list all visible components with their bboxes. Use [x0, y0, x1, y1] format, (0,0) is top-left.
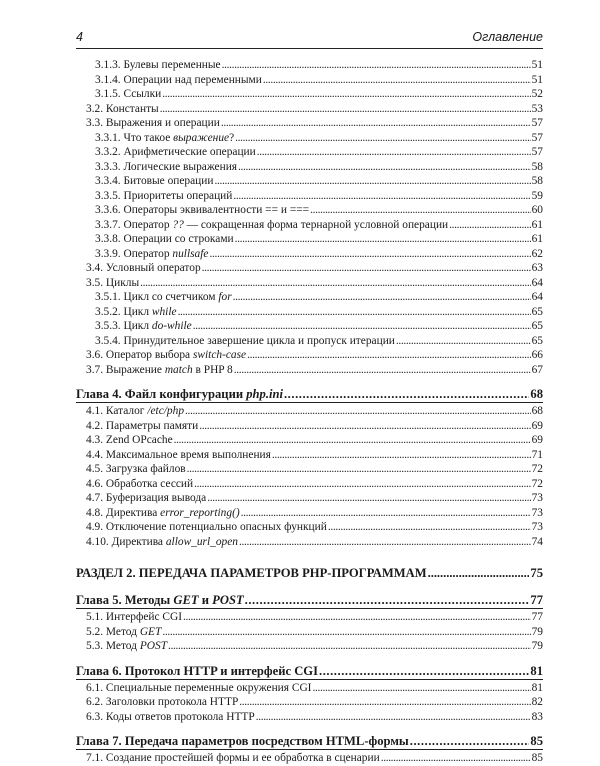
toc-entry-title: 6.2. Заголовки протокола HTTP	[86, 696, 239, 708]
toc-page-number: 57	[531, 117, 543, 129]
toc-page-number: 58	[531, 175, 543, 187]
toc-entry[interactable]	[76, 334, 543, 349]
dot-leader	[183, 610, 531, 625]
toc-entry-title: 4.8. Директива error_reporting()	[86, 506, 240, 519]
toc-entry-title: 3.3.1. Что такое выражение?	[95, 131, 235, 144]
toc-entry[interactable]	[76, 695, 543, 710]
dot-leader	[199, 419, 530, 434]
toc-entry-title: 4.7. Буферизация вывода	[86, 492, 207, 504]
running-title: Оглавление	[472, 30, 543, 44]
dot-leader	[160, 102, 531, 117]
toc-page-number: 65	[531, 334, 543, 347]
toc-entry-title: 3.6. Оператор выбора switch-case	[86, 349, 247, 361]
dot-leader	[396, 334, 531, 349]
dot-leader	[174, 433, 531, 448]
toc-entry[interactable]	[76, 363, 543, 378]
toc-chapter-5[interactable]: Глава 5. Методы GET и POST . . . 77	[76, 593, 543, 609]
dot-leader	[312, 681, 530, 696]
toc-page-number: 66	[531, 349, 543, 361]
toc-page-number: 62	[531, 247, 543, 260]
toc-entry-title: 3.3.5. Приоритеты операций	[95, 189, 233, 202]
toc-page-number: 60	[531, 204, 543, 216]
toc-entry-title: 3.3.6. Операторы эквивалентности == и ===	[95, 204, 310, 216]
toc-entry[interactable]	[76, 102, 543, 117]
toc-entry-title: 3.5.1. Цикл со счетчиком for	[95, 291, 232, 303]
toc-page-number: 57	[531, 146, 543, 158]
toc-entry-title: 3.5.2. Цикл while	[95, 305, 177, 318]
toc-page-number: 75	[530, 566, 543, 580]
toc-entry[interactable]	[76, 189, 543, 204]
toc-chapter-4-items	[76, 404, 543, 549]
toc-entry-title: 4.4. Максимальное время выполнения	[86, 448, 271, 461]
toc-page-number: 69	[531, 419, 543, 432]
dot-leader	[256, 710, 531, 725]
toc-entry-title: 4.6. Обработка сессий	[86, 477, 194, 490]
toc-entry[interactable]	[76, 448, 543, 463]
dot-leader	[241, 506, 531, 521]
toc-entry[interactable]	[76, 433, 543, 448]
dot-leader	[214, 174, 530, 189]
dot-leader	[263, 73, 531, 88]
toc-entry[interactable]	[76, 203, 543, 218]
dot-leader	[239, 535, 531, 550]
toc-page-number: 67	[531, 363, 543, 376]
toc-page-number: 61	[531, 233, 543, 245]
toc-entry[interactable]	[76, 319, 543, 334]
toc-page-number: 65	[531, 320, 543, 332]
dot-leader	[221, 116, 531, 131]
dot-leader	[168, 639, 531, 654]
toc-entry[interactable]	[76, 610, 543, 625]
toc-chapter-6[interactable]: Глава 6. Протокол HTTP и интерфейс CGI . . . 81	[76, 664, 543, 680]
toc-entry-title: 3.5. Циклы	[86, 276, 140, 289]
toc-page-number: 79	[531, 625, 543, 638]
dot-leader	[235, 131, 530, 146]
dot-leader	[140, 276, 530, 291]
toc-entry[interactable]	[76, 247, 543, 262]
dot-leader	[247, 348, 530, 363]
toc-entry[interactable]	[76, 87, 543, 102]
toc-entry[interactable]	[76, 404, 543, 419]
dot-leader	[185, 404, 531, 419]
toc-page-number: 58	[531, 160, 543, 173]
toc-page-number: 71	[531, 448, 543, 461]
toc-page-number: 65	[531, 305, 543, 318]
toc-entry[interactable]	[76, 681, 543, 696]
dot-leader	[235, 232, 531, 247]
toc-entry-title: 3.1.5. Ссылки	[95, 88, 162, 100]
toc-page-number: 73	[531, 492, 543, 504]
toc-entry[interactable]	[76, 58, 543, 73]
dot-leader	[202, 261, 531, 276]
toc-entry[interactable]	[76, 419, 543, 434]
dot-leader	[194, 477, 530, 492]
toc-page-number: 51	[531, 73, 543, 86]
toc-entry-title: 3.3.3. Логические выражения	[95, 160, 238, 173]
dot-leader	[209, 247, 530, 262]
toc-entry-title: 5.3. Метод POST	[86, 640, 168, 652]
toc-chapter-7-items	[76, 751, 543, 766]
toc-chapter-5-items	[76, 610, 543, 654]
toc-page-number: 64	[531, 276, 543, 289]
page-number: 4	[76, 30, 83, 44]
toc-page-number: 69	[531, 434, 543, 446]
dot-leader	[233, 290, 531, 305]
toc-entry-title: 3.7. Выражение match в PHP 8	[86, 363, 233, 376]
toc-entry-title: 5.2. Метод GET	[86, 625, 162, 638]
toc-entry-title: 6.1. Специальные переменные окружения CGI	[86, 681, 312, 694]
toc-entry[interactable]	[76, 290, 543, 305]
dot-leader	[162, 87, 530, 102]
toc-page-number: 81	[530, 663, 543, 678]
dot-leader	[162, 625, 530, 640]
toc-entry-title: 3.5.4. Принудительное завершение цикла и пропуск итерации	[95, 334, 395, 347]
toc-entry[interactable]	[76, 348, 543, 363]
toc-entry-title: 3.3.8. Операции со строками	[95, 233, 234, 245]
toc-page-number: 73	[531, 506, 543, 519]
toc-chapter-6-items	[76, 681, 543, 725]
toc-entry-title: 3.2. Константы	[86, 102, 159, 115]
dot-leader	[207, 491, 530, 506]
toc-page-number: 83	[531, 710, 543, 723]
toc-entry-title: 7.1. Создание простейшей формы и ее обработка в сценарии	[86, 752, 380, 764]
toc-entry-title: 3.1.3. Булевы переменные	[95, 59, 221, 71]
dot-leader	[233, 189, 530, 204]
dot-leader	[449, 218, 530, 233]
toc-entry[interactable]	[76, 174, 543, 189]
toc-entry-title: 4.10. Директива allow_url_open	[86, 535, 238, 548]
dot-leader	[310, 203, 531, 218]
toc-entry-title: 3.3.4. Битовые операции	[95, 175, 214, 187]
toc-entry-title: 5.1. Интерфейс CGI	[86, 611, 183, 623]
toc-entry-title: 4.9. Отключение потенциально опасных функций	[86, 521, 327, 533]
toc-entry-title: 3.3.7. Оператор ?? — сокращенная форма тернарной условной операции	[95, 218, 449, 231]
dot-leader	[234, 363, 531, 378]
toc-entry[interactable]	[76, 116, 543, 131]
toc-entry[interactable]	[76, 639, 543, 654]
toc-page-number: 63	[531, 262, 543, 274]
dot-leader	[257, 145, 531, 160]
dot-leader	[381, 751, 531, 766]
toc-page-number: 74	[531, 535, 543, 548]
toc-page-number: 85	[531, 752, 543, 764]
dot-leader	[187, 462, 531, 477]
toc-section-ch3-items	[76, 58, 543, 377]
toc-page-number: 77	[531, 611, 543, 623]
toc-page-number: 64	[531, 291, 543, 303]
toc-entry[interactable]	[76, 491, 543, 506]
toc-entry-title: 4.5. Загрузка файлов	[86, 463, 186, 475]
toc-page-number: 77	[530, 593, 543, 607]
toc-page-number: 72	[531, 477, 543, 490]
toc-entry-title: 3.1.4. Операции над переменными	[95, 73, 262, 86]
toc-page-number: 81	[531, 681, 543, 694]
dot-leader	[193, 319, 531, 334]
toc-entry[interactable]	[76, 305, 543, 320]
toc-section-2[interactable]: РАЗДЕЛ 2. ПЕРЕДАЧА ПАРАМЕТРОВ PHP-ПРОГРАММАМ . . . 75	[76, 566, 543, 581]
toc-entry[interactable]	[76, 218, 543, 233]
toc-page-number: 68	[530, 387, 543, 401]
toc-entry-title: 3.3.9. Оператор nullsafe	[95, 247, 209, 260]
table-of-contents	[76, 58, 543, 766]
toc-page-number: 51	[531, 59, 543, 71]
toc-entry[interactable]	[76, 477, 543, 492]
toc-page-number: 79	[531, 640, 543, 652]
toc-entry[interactable]	[76, 73, 543, 88]
toc-entry-title: 4.3. Zend OPcache	[86, 434, 173, 446]
dot-leader	[178, 305, 531, 320]
toc-entry[interactable]	[76, 232, 543, 247]
toc-entry[interactable]	[76, 535, 543, 550]
toc-page-number: 73	[531, 521, 543, 533]
toc-entry-title: 3.4. Условный оператор	[86, 262, 201, 274]
toc-page-number: 59	[531, 189, 543, 202]
toc-entry[interactable]	[76, 710, 543, 725]
toc-entry-title: 4.1. Каталог /etc/php	[86, 405, 185, 417]
toc-entry[interactable]	[76, 462, 543, 477]
toc-page-number: 52	[531, 88, 543, 100]
toc-entry-title: 6.3. Коды ответов протокола HTTP	[86, 710, 255, 723]
toc-entry[interactable]	[76, 625, 543, 640]
toc-page-number: 57	[531, 131, 543, 144]
toc-entry-title: 3.3.2. Арифметические операции	[95, 146, 256, 158]
toc-entry[interactable]	[76, 145, 543, 160]
toc-page-number: 72	[531, 463, 543, 475]
dot-leader	[328, 520, 531, 535]
toc-entry[interactable]	[76, 520, 543, 535]
toc-entry-title: 4.2. Параметры памяти	[86, 419, 199, 432]
toc-entry[interactable]	[76, 506, 543, 521]
dot-leader	[272, 448, 531, 463]
toc-chapter-7[interactable]: Глава 7. Передача параметров посредством HTML-формы . . . 85	[76, 734, 543, 750]
page-header	[76, 30, 543, 49]
toc-entry[interactable]	[76, 261, 543, 276]
toc-page-number: 82	[531, 696, 543, 708]
dot-leader	[239, 695, 530, 710]
toc-page-number: 85	[530, 734, 543, 748]
toc-chapter-4[interactable]: Глава 4. Файл конфигурации php.ini . . . 68	[76, 387, 543, 403]
toc-page-number: 53	[531, 102, 543, 115]
toc-entry[interactable]	[76, 751, 543, 766]
dot-leader	[222, 58, 531, 73]
toc-entry[interactable]	[76, 276, 543, 291]
toc-entry-title: 3.5.3. Цикл do-while	[95, 320, 192, 332]
toc-page-number: 68	[531, 405, 543, 417]
toc-entry[interactable]	[76, 160, 543, 175]
toc-page-number: 61	[531, 218, 543, 231]
dot-leader	[238, 160, 531, 175]
toc-entry-title: 3.3. Выражения и операции	[86, 117, 220, 129]
toc-entry[interactable]	[76, 131, 543, 146]
